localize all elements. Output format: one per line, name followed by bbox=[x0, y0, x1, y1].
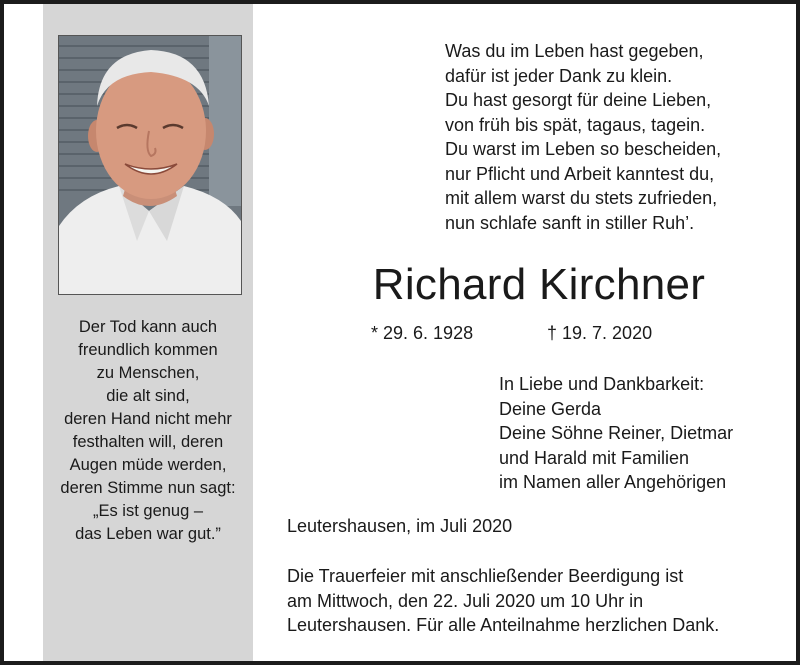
service-line: am Mittwoch, den 22. Juli 2020 um 10 Uhr in bbox=[287, 590, 644, 611]
side-quote-line: festhalten will, deren bbox=[72, 433, 224, 451]
poem-line: Du warst im Leben so bescheiden, bbox=[445, 139, 722, 159]
side-quote-line: Der Tod kann auch bbox=[78, 318, 218, 336]
place-date: Leutershausen, im Juli 2020 bbox=[287, 516, 513, 536]
birth-date: * 29. 6. 1928 bbox=[371, 323, 474, 343]
side-quote-line: Augen müde werden, bbox=[69, 456, 227, 474]
side-quote-line: „Es ist genug – bbox=[92, 502, 204, 520]
side-quote-line: zu Menschen, bbox=[96, 364, 200, 382]
poem-line: von früh bis spät, tagaus, tagein. bbox=[445, 114, 706, 135]
family-line: In Liebe und Dankbarkeit: bbox=[499, 374, 705, 394]
portrait-photo bbox=[58, 35, 242, 295]
side-quote-line: die alt sind, bbox=[106, 387, 190, 405]
side-quote-line: deren Stimme nun sagt: bbox=[60, 479, 236, 497]
service-line: Die Trauerfeier mit anschließender Beerdigung ist bbox=[287, 566, 684, 586]
side-quote-line: das Leben war gut.” bbox=[75, 525, 221, 543]
side-quote bbox=[43, 316, 253, 546]
poem-line: Du hast gesorgt für deine Lieben, bbox=[445, 90, 712, 110]
poem-line: dafür ist jeder Dank zu klein. bbox=[445, 65, 673, 86]
family-line: Deine Gerda bbox=[499, 398, 602, 419]
family-signature bbox=[499, 372, 733, 495]
death-date: † 19. 7. 2020 bbox=[547, 323, 653, 343]
poem bbox=[445, 39, 721, 235]
poem-line: Was du im Leben hast gegeben, bbox=[445, 41, 704, 61]
funeral-service-notice bbox=[287, 564, 719, 638]
side-quote-line: freundlich kommen bbox=[78, 341, 218, 359]
service-line: Leutershausen. Für alle Anteilnahme herzlichen Dank. bbox=[287, 615, 720, 635]
family-line: Deine Söhne Reiner, Dietmar bbox=[499, 423, 734, 443]
poem-line: nun schlafe sanft in stiller Ruh’. bbox=[445, 212, 695, 233]
poem-line: mit allem warst du stets zufrieden, bbox=[445, 188, 718, 208]
family-line: und Harald mit Familien bbox=[499, 447, 690, 468]
side-quote-line: deren Hand nicht mehr bbox=[64, 410, 232, 428]
family-line: im Namen aller Angehörigen bbox=[499, 472, 727, 492]
poem-line: nur Pflicht und Arbeit kanntest du, bbox=[445, 163, 715, 184]
deceased-name: Richard Kirchner bbox=[372, 260, 706, 309]
